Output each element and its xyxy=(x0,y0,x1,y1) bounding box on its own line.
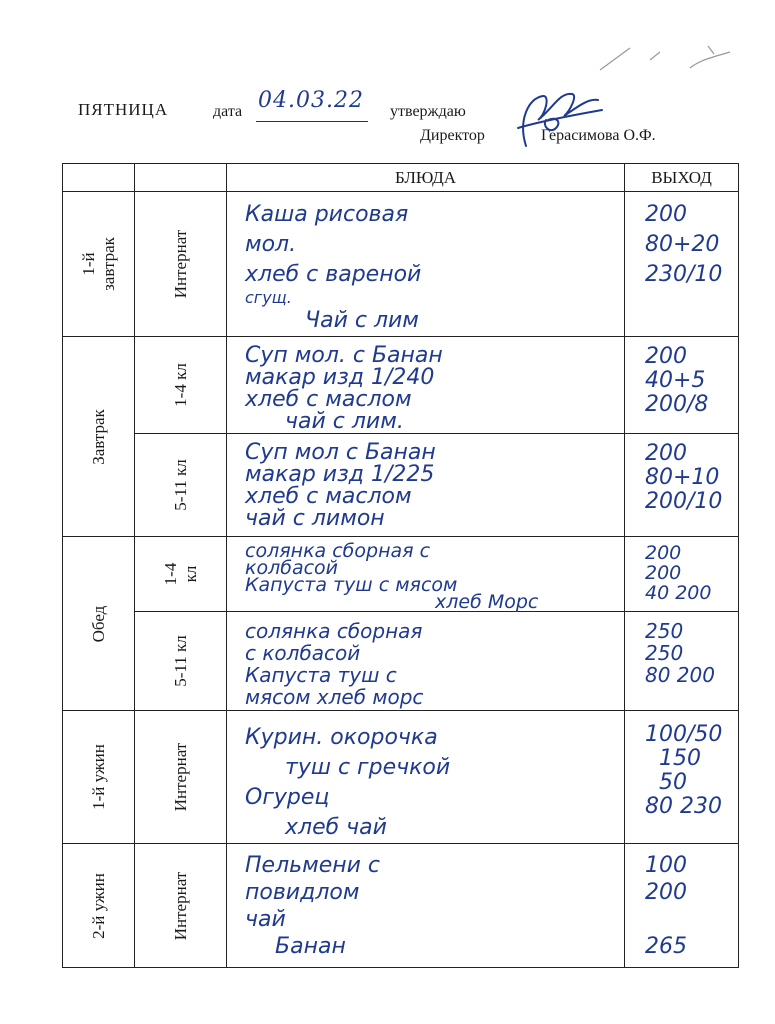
output-line: 80 230 xyxy=(645,794,722,819)
output-line: 200 xyxy=(645,441,687,466)
output-line: 200/8 xyxy=(645,392,709,417)
output-line xyxy=(645,906,738,933)
meal-label: 2-й ужин xyxy=(88,872,108,939)
table-row xyxy=(63,711,739,844)
meal-cell xyxy=(63,337,135,537)
dish-line: мол. xyxy=(245,232,297,257)
group-cell xyxy=(135,711,227,844)
weekday-label: ПЯТНИЦА xyxy=(78,100,169,119)
dishes-cell xyxy=(227,844,625,968)
dish-line: Огурец xyxy=(245,785,330,810)
dish-line: Каша рисовая xyxy=(245,202,409,227)
dishes-cell xyxy=(227,434,625,537)
dishes-cell xyxy=(227,612,625,711)
output-line: 80 200 xyxy=(645,663,715,687)
dish-line: Курин. окорочка xyxy=(245,725,438,750)
dishes-column-header: БЛЮДА xyxy=(227,164,625,192)
output-line: 200 xyxy=(645,880,687,905)
group-label: Интернат xyxy=(170,742,190,812)
dish-line: сгущ. xyxy=(245,288,292,307)
output-line: 200/10 xyxy=(645,489,723,514)
dish-line: Капуста туш с мясом xyxy=(245,574,458,596)
output-cell xyxy=(625,192,739,337)
group-cell xyxy=(135,844,227,968)
group-cell xyxy=(135,192,227,337)
output-line: 100/50 xyxy=(645,722,723,747)
output-line: 250 xyxy=(645,619,684,643)
output-line: 265 xyxy=(645,934,687,959)
dish-line: макар изд 1/225 xyxy=(245,462,435,487)
dishes-cell xyxy=(227,337,625,434)
date-underline xyxy=(256,121,368,122)
group-label: 1-4 кл xyxy=(170,363,190,407)
group-label: Интернат xyxy=(170,229,190,299)
table-row xyxy=(63,434,739,537)
date-value: 04.03.22 xyxy=(258,88,364,113)
meal-cell xyxy=(63,192,135,337)
stamp-mark-icon xyxy=(590,40,740,80)
group-cell xyxy=(135,537,227,612)
dishes-cell xyxy=(227,192,625,337)
output-line: 40+5 xyxy=(645,368,706,393)
dish-line: хлеб с маслом xyxy=(245,484,412,509)
output-line: 100 xyxy=(645,853,687,878)
meal-label: Завтрак xyxy=(88,408,108,465)
group-cell xyxy=(135,612,227,711)
table-row xyxy=(63,844,739,968)
meal-label: 1-й ужин xyxy=(88,744,108,810)
dish-line: чай с лимон xyxy=(245,506,385,531)
approve-label: утверждаю xyxy=(390,103,466,120)
meal-label: Обед xyxy=(88,605,108,642)
dish-line: макар изд 1/240 xyxy=(245,365,435,390)
director-name: Герасимова О.Ф. xyxy=(541,127,656,144)
header-blank-cell xyxy=(135,164,227,192)
dish-line: Суп мол. с Банан xyxy=(245,343,443,368)
dish-line: солянка сборная xyxy=(245,619,423,643)
output-line: 200 xyxy=(645,542,682,564)
output-line: 200 xyxy=(645,562,682,584)
dish-line: хлеб с вареной xyxy=(245,262,422,287)
dish-line: Чай с лим xyxy=(305,308,419,333)
dish-line: Банан xyxy=(275,934,346,959)
dish-line: Капуста туш с xyxy=(245,663,397,687)
dishes-cell xyxy=(227,537,625,612)
dish-line: колбасой xyxy=(245,557,339,579)
meal-label: 1-й завтрак xyxy=(78,237,118,291)
group-cell xyxy=(135,434,227,537)
output-line: 230/10 xyxy=(645,262,723,287)
output-line: 80+10 xyxy=(645,465,720,490)
dish-line: повидлом xyxy=(245,880,360,905)
dish-line: солянка сборная с xyxy=(245,540,431,562)
output-line: 50 xyxy=(659,770,687,795)
output-cell xyxy=(625,537,739,612)
group-cell xyxy=(135,337,227,434)
dish-line: хлеб чай xyxy=(285,815,387,840)
output-line: 80+20 xyxy=(645,232,720,257)
dish-line: чай xyxy=(245,907,286,932)
dish-line: туш с гречкой xyxy=(285,755,451,780)
output-line: 40 200 xyxy=(645,582,712,604)
output-line: 200 xyxy=(645,344,687,369)
dish-line: хлеб Морс xyxy=(435,591,539,613)
output-cell xyxy=(625,711,739,844)
table-row xyxy=(63,612,739,711)
output-cell xyxy=(625,337,739,434)
output-cell xyxy=(625,612,739,711)
group-label: 1-4 кл xyxy=(160,562,200,586)
dish-line: мясом хлеб морс xyxy=(245,685,424,709)
dish-line: хлеб с маслом xyxy=(245,387,412,412)
table-row xyxy=(63,537,739,612)
group-label: 5-11 кл xyxy=(170,459,190,511)
output-cell xyxy=(625,434,739,537)
table-row xyxy=(63,192,739,337)
meal-cell xyxy=(63,537,135,711)
meal-cell xyxy=(63,711,135,844)
table-row xyxy=(63,337,739,434)
group-label: Интернат xyxy=(170,871,190,940)
output-column-header: ВЫХОД xyxy=(625,164,739,192)
header-blank-cell xyxy=(63,164,135,192)
output-line: 250 xyxy=(645,641,684,665)
dish-line: Суп мол с Банан xyxy=(245,440,436,465)
menu-table xyxy=(62,163,739,968)
director-signature-icon xyxy=(498,86,608,156)
meal-cell xyxy=(63,844,135,968)
dish-line: Пельмени с xyxy=(245,853,381,878)
group-label: 5-11 кл xyxy=(170,635,190,687)
dish-line: чай с лим. xyxy=(285,409,404,434)
document-header xyxy=(0,0,775,160)
output-line: 150 xyxy=(659,746,701,771)
output-cell xyxy=(625,844,739,968)
dish-line: с колбасой xyxy=(245,641,361,665)
output-line: 200 xyxy=(645,202,687,227)
table-header-row xyxy=(63,164,739,192)
director-label: Директор xyxy=(420,127,485,144)
dishes-cell xyxy=(227,711,625,844)
date-label: дата xyxy=(213,103,243,120)
